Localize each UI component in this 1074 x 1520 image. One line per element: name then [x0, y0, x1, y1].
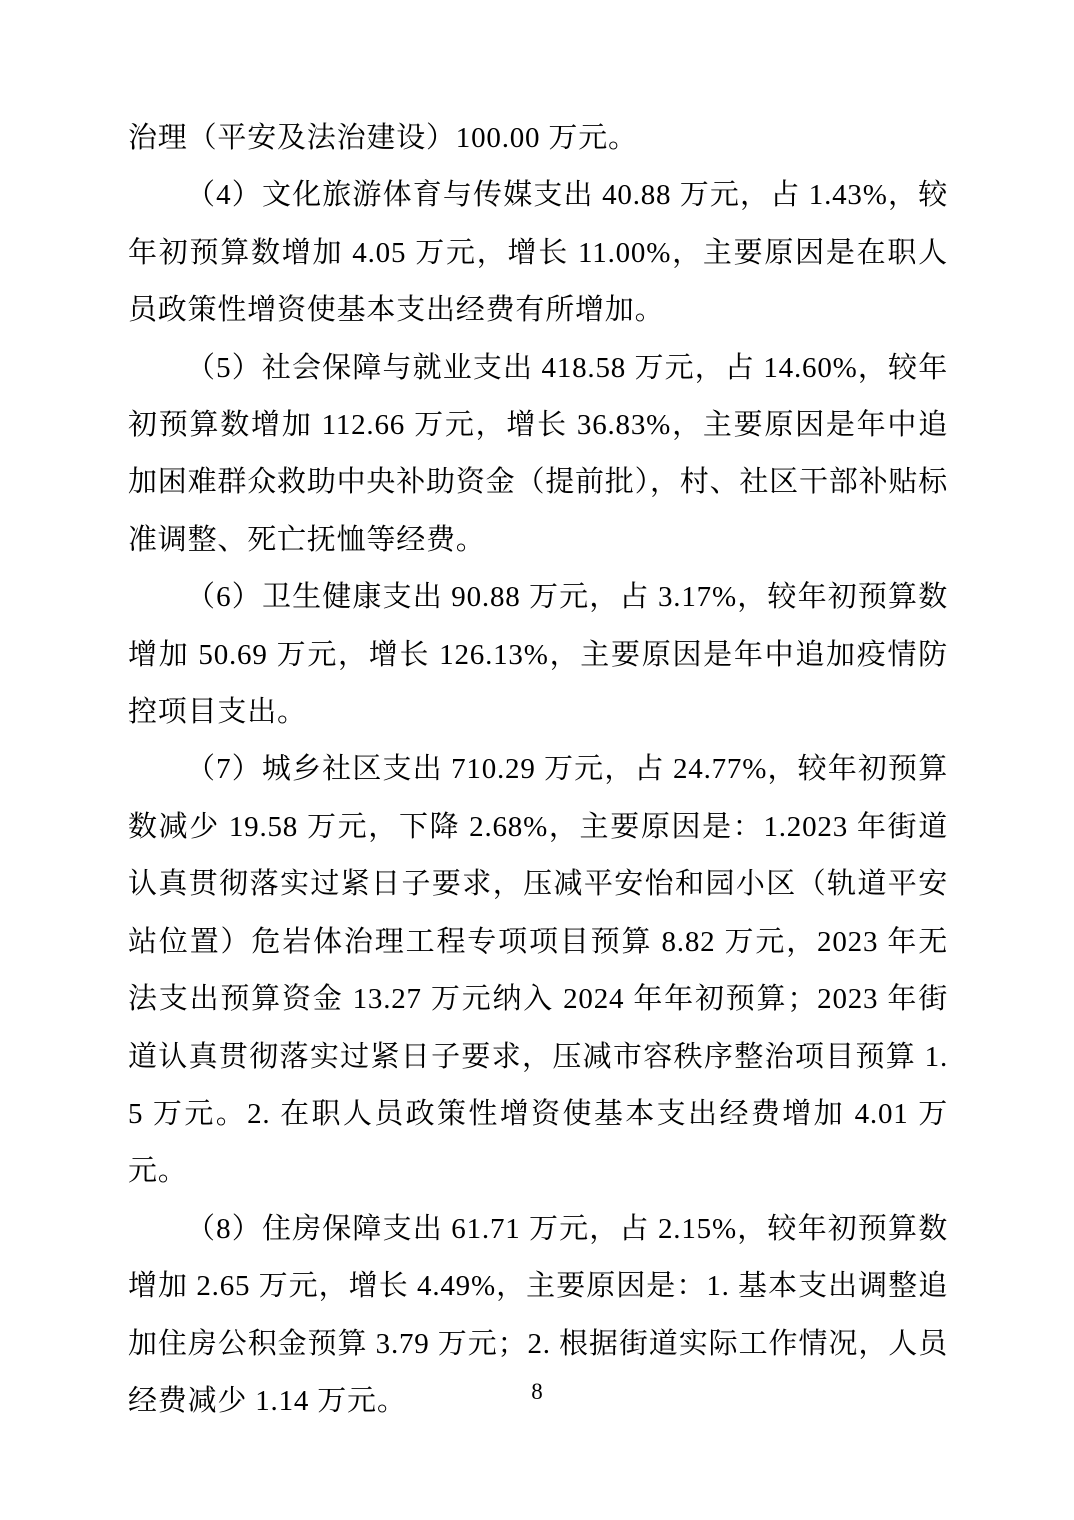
paragraph-item-6-health: （6）卫生健康支出 90.88 万元，占 3.17%，较年初预算数增加 50.69 万元，增长 126.13%，主要原因是年中追加疫情防控项目支出。 — [128, 581, 948, 729]
paragraph-continuation: 治理（平安及法治建设）100.00 万元。 — [128, 122, 638, 154]
page-footer — [0, 1378, 1074, 1406]
paragraph-item-7-urban-rural-community: （7）城乡社区支出 710.29 万元，占 24.77%，较年初预算数减少 19.58 万元，下降 2.68%，主要原因是：1.2023 年街道认真贯彻落实过紧日子要求，压减平安怡和园小区（轨道平安站位置）危岩体治理工程专项项目预算 8.82 万元，2023 年无法支出预算资金 13.27 万元纳入 2024 年年初预算；2023 年街道认真贯彻落实过紧日子要求，压减市容秩序整治项目预算 1.5 万元。2. 在职人员政策性增资使基本支出经费增加 4.01 万元。 — [128, 753, 948, 1188]
paragraph-item-4-culture-tourism: （4）文化旅游体育与传媒支出 40.88 万元，占 1.43%，较年初预算数增加 4.05 万元，增长 11.00%，主要原因是在职人员政策性增资使基本支出经费有所增加。 — [128, 179, 948, 327]
paragraph-item-5-social-security: （5）社会保障与就业支出 418.58 万元，占 14.60%，较年初预算数增加 112.66 万元，增长 36.83%，主要原因是年中追加困难群众救助中央补助资金（提前批），村、社区干部补贴标准调整、死亡抚恤等经费。 — [128, 351, 948, 556]
paragraph-item-8-housing: （8）住房保障支出 61.71 万元，占 2.15%，较年初预算数增加 2.65 万元，增长 4.49%，主要原因是：1. 基本支出调整追加住房公积金预算 3.79 万元；2. 根据街道实际工作情况，人员经费减少 1.14 万元。 — [128, 1212, 948, 1417]
page-number: 8 — [531, 1379, 543, 1404]
